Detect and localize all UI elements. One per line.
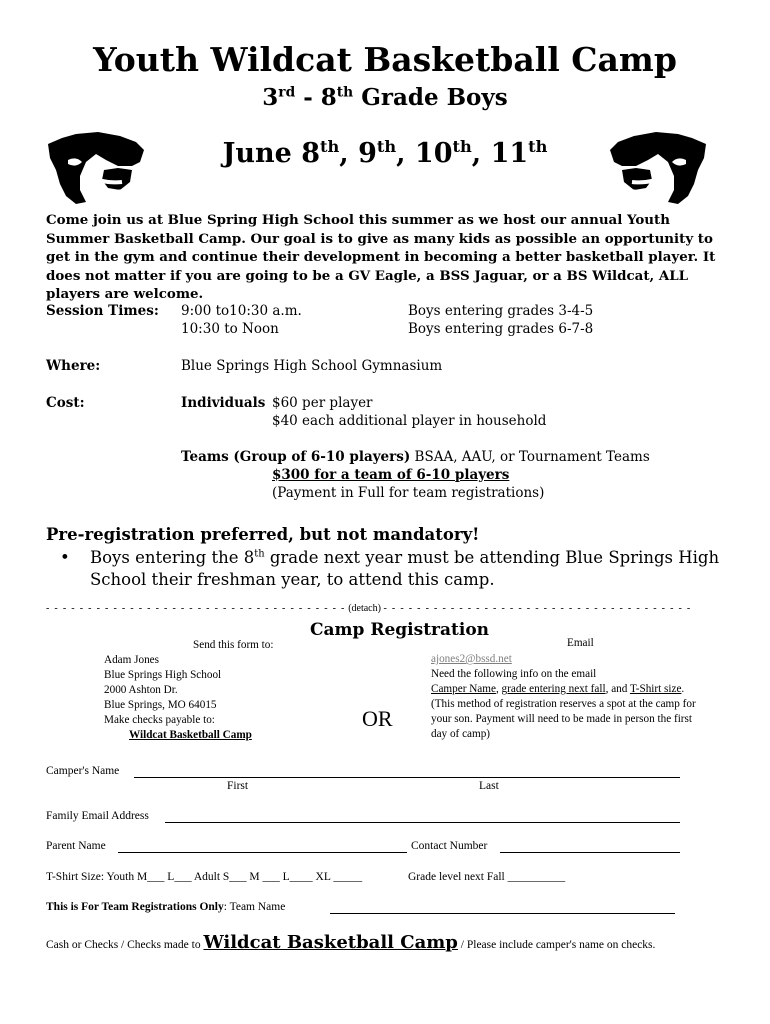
team-name-label: : Team Name [223, 901, 286, 913]
teams-desc: BSAA, AAU, or Tournament Teams [410, 449, 650, 465]
email-note: day of camp) [431, 728, 491, 740]
info-sep: . [681, 683, 685, 695]
session-time: 10:30 to Noon [181, 321, 279, 337]
individuals-price: $60 per player [272, 395, 373, 411]
individuals-label: Individuals [181, 395, 266, 411]
tshirt-size-field[interactable]: T-Shirt Size: Youth M___ L___ Adult S___ M ___ L____ XL _____ [46, 871, 363, 883]
camper-name-label: Camper's Name [46, 765, 120, 777]
info-sep: , and [605, 683, 630, 695]
detach-line [46, 603, 692, 614]
contact-number-label: Contact Number [411, 840, 488, 852]
family-email-label: Family Email Address [46, 810, 149, 822]
or-divider: OR [362, 706, 393, 731]
info-item: grade entering next fall [501, 683, 606, 695]
intro-paragraph: Come join us at Blue Spring High School this summer as we host our annual Youth Summer Basketball Camp. Our goal is to give as many kids as possible an opportunity to get in the gym and continue their development in becoming a better basketball player. It does not matter if you are going to be a GV Eagle, a BSS Jaguar, or a BS Wildcat, ALL players are welcome. [46, 212, 716, 302]
date-day: 10 [414, 138, 453, 169]
page-title: Youth Wildcat Basketball Camp [93, 40, 677, 79]
grade-from-sup: rd [278, 84, 296, 101]
grade-suffix: Grade Boys [353, 84, 508, 111]
prereg-heading: Pre-registration preferred, but not mandatory! [46, 525, 480, 544]
date-sup: th [528, 137, 548, 156]
address-line: Make checks payable to: [104, 714, 215, 726]
email-info: Need the following info on the email [431, 668, 597, 680]
grade-subtitle [0, 84, 770, 111]
where-value: Blue Springs High School Gymnasium [181, 358, 443, 374]
bullet-text-before: Boys entering the 8 [90, 548, 255, 567]
detach-dashes-left: - - - - - - - - - - - - - - - - - - - - - - - - - - - - - - - - - - - - [46, 603, 346, 614]
prereg-bullet [60, 547, 740, 591]
camper-name-field[interactable] [134, 777, 680, 778]
info-sep: , [495, 683, 502, 695]
payment-line [46, 932, 655, 953]
parent-name-field[interactable] [118, 852, 407, 853]
bullet-text-after: grade next year must be attending Blue Springs High School their freshman year, to attend this camp. [90, 548, 720, 589]
bullet-icon: • [60, 548, 70, 567]
where-label: Where: [46, 358, 101, 374]
date-day: 11 [490, 138, 529, 169]
payable-to: Wildcat Basketball Camp [129, 729, 252, 741]
date-sep: , [339, 138, 359, 169]
bullet-text [90, 547, 740, 591]
teams-note: (Payment in Full for team registrations) [272, 485, 545, 501]
payment-suffix: / Please include camper's name on checks. [457, 939, 656, 951]
last-name-caption: Last [479, 780, 499, 792]
grade-level-field[interactable]: Grade level next Fall __________ [408, 871, 566, 883]
email-note: (This method of registration reserves a spot at the camp for [431, 698, 696, 710]
email-link[interactable]: ajones2@bssd.net [431, 653, 512, 665]
grade-sep: - [295, 84, 321, 111]
email-info-items [431, 682, 684, 697]
cost-label: Cost: [46, 395, 85, 411]
detach-label: (detach) [345, 603, 384, 614]
date-sep: , [396, 138, 415, 169]
payment-payee: Wildcat Basketball Camp [203, 932, 458, 953]
date-sep: , [471, 138, 491, 169]
session-grades: Boys entering grades 3-4-5 [408, 303, 594, 319]
email-label: Email [567, 637, 594, 649]
date-day: 9 [358, 138, 377, 169]
address-line: Blue Springs High School [104, 669, 222, 681]
individuals-extra: $40 each additional player in household [272, 413, 547, 429]
contact-number-field[interactable] [500, 852, 680, 853]
session-grades: Boys entering grades 6-7-8 [408, 321, 594, 337]
payment-prefix: Cash or Checks / Checks made to [46, 939, 204, 951]
team-registration-line [46, 901, 285, 913]
session-time: 9:00 to10:30 a.m. [181, 303, 302, 319]
date-sup: th [376, 137, 397, 156]
date-sup: th [320, 137, 340, 156]
family-email-field[interactable] [165, 822, 680, 823]
info-item: Camper Name [431, 683, 496, 695]
address-line: Blue Springs, MO 64015 [104, 699, 217, 711]
date-day: June 8 [222, 138, 320, 169]
bullet-sup: th [254, 548, 265, 560]
first-name-caption: First [227, 780, 249, 792]
address-line: Adam Jones [104, 654, 159, 666]
teams-line [181, 449, 650, 465]
wildcat-logo-right-icon [608, 132, 708, 208]
info-item: T-Shirt size [629, 683, 682, 695]
address-line: 2000 Ashton Dr. [104, 684, 178, 696]
grade-from: 3 [262, 84, 279, 111]
registration-title: Camp Registration [310, 620, 490, 640]
team-bold-label: This is For Team Registrations Only [46, 901, 224, 913]
grade-to-sup: th [336, 84, 354, 101]
team-name-field[interactable] [330, 913, 675, 914]
date-sup: th [452, 137, 472, 156]
grade-to: 8 [320, 84, 337, 111]
send-label: Send this form to: [193, 639, 274, 651]
email-note: your son. Payment will need to be made in person the first [431, 713, 692, 725]
parent-name-label: Parent Name [46, 840, 106, 852]
detach-dashes-right: - - - - - - - - - - - - - - - - - - - - - - - - - - - - - - - - - - - - - [383, 603, 692, 614]
teams-price: $300 for a team of 6-10 players [272, 467, 510, 483]
teams-label: Teams (Group of 6-10 players) [181, 449, 411, 465]
wildcat-logo-left-icon [46, 132, 146, 208]
session-times-label: Session Times: [46, 303, 159, 319]
